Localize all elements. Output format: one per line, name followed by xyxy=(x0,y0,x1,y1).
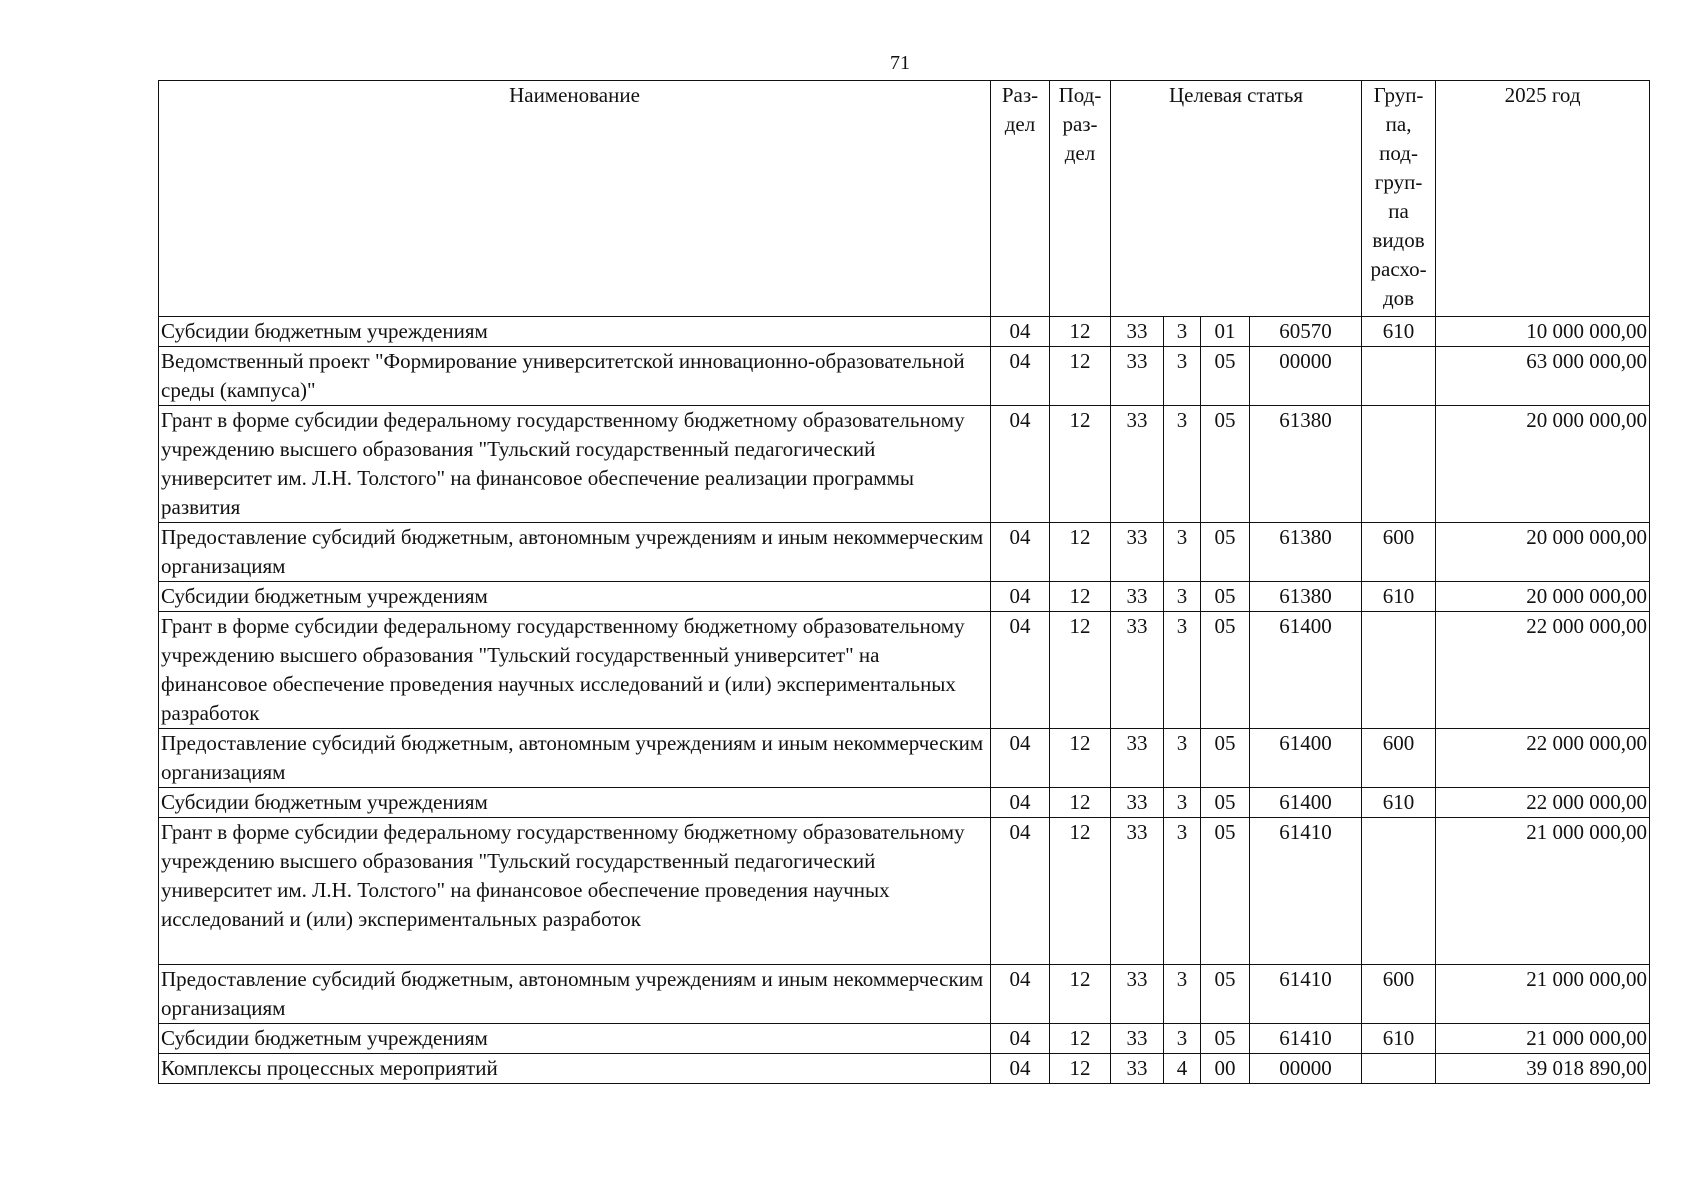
cell-target-type: 3 xyxy=(1164,406,1201,523)
cell-target-direction: 60570 xyxy=(1250,317,1362,347)
cell-target-element: 05 xyxy=(1201,523,1250,582)
cell-name: Предоставление субсидий бюджетным, автономным учреждениям и иным некоммерческим организациям xyxy=(159,729,991,788)
cell-amount: 20 000 000,00 xyxy=(1436,523,1650,582)
cell-name: Ведомственный проект "Формирование университетской инновационно-образовательной среды (кампуса)" xyxy=(159,347,991,406)
cell-target-direction: 00000 xyxy=(1250,347,1362,406)
cell-target-type: 3 xyxy=(1164,523,1201,582)
cell-razdel: 04 xyxy=(991,612,1050,729)
cell-target-direction: 00000 xyxy=(1250,1054,1362,1084)
cell-target-program: 33 xyxy=(1111,317,1164,347)
cell-podrazdel: 12 xyxy=(1050,523,1111,582)
cell-target-program: 33 xyxy=(1111,612,1164,729)
cell-target-program: 33 xyxy=(1111,818,1164,965)
cell-podrazdel: 12 xyxy=(1050,612,1111,729)
cell-target-type: 3 xyxy=(1164,582,1201,612)
cell-podrazdel: 12 xyxy=(1050,347,1111,406)
cell-podrazdel: 12 xyxy=(1050,729,1111,788)
cell-target-program: 33 xyxy=(1111,582,1164,612)
cell-target-direction: 61380 xyxy=(1250,406,1362,523)
cell-target-program: 33 xyxy=(1111,523,1164,582)
cell-target-direction: 61410 xyxy=(1250,1024,1362,1054)
cell-target-type: 3 xyxy=(1164,818,1201,965)
cell-target-type: 3 xyxy=(1164,317,1201,347)
header-razdel: Раз- дел xyxy=(991,81,1050,317)
cell-name: Субсидии бюджетным учреждениям xyxy=(159,788,991,818)
cell-target-type: 3 xyxy=(1164,788,1201,818)
cell-target-program: 33 xyxy=(1111,729,1164,788)
table-row xyxy=(159,1054,1650,1084)
cell-target-element: 05 xyxy=(1201,347,1250,406)
cell-target-direction: 61400 xyxy=(1250,788,1362,818)
cell-target-direction: 61400 xyxy=(1250,729,1362,788)
cell-target-element: 00 xyxy=(1201,1054,1250,1084)
cell-amount: 10 000 000,00 xyxy=(1436,317,1650,347)
cell-podrazdel: 12 xyxy=(1050,317,1111,347)
table-row xyxy=(159,317,1650,347)
cell-amount: 21 000 000,00 xyxy=(1436,965,1650,1024)
cell-razdel: 04 xyxy=(991,965,1050,1024)
cell-target-type: 3 xyxy=(1164,1024,1201,1054)
cell-razdel: 04 xyxy=(991,582,1050,612)
cell-expense-group: 610 xyxy=(1362,788,1436,818)
cell-target-type: 3 xyxy=(1164,612,1201,729)
header-name: Наименование xyxy=(159,81,991,317)
cell-target-direction: 61380 xyxy=(1250,523,1362,582)
cell-expense-group xyxy=(1362,818,1436,965)
cell-razdel: 04 xyxy=(991,523,1050,582)
cell-expense-group: 610 xyxy=(1362,317,1436,347)
cell-podrazdel: 12 xyxy=(1050,788,1111,818)
table-row xyxy=(159,729,1650,788)
cell-target-element: 05 xyxy=(1201,788,1250,818)
table-row xyxy=(159,965,1650,1024)
cell-podrazdel: 12 xyxy=(1050,406,1111,523)
cell-podrazdel: 12 xyxy=(1050,1024,1111,1054)
cell-expense-group xyxy=(1362,347,1436,406)
cell-razdel: 04 xyxy=(991,1024,1050,1054)
cell-expense-group xyxy=(1362,612,1436,729)
cell-razdel: 04 xyxy=(991,347,1050,406)
cell-razdel: 04 xyxy=(991,317,1050,347)
cell-target-type: 4 xyxy=(1164,1054,1201,1084)
table-header-row xyxy=(159,81,1650,317)
cell-target-type: 3 xyxy=(1164,729,1201,788)
cell-amount: 22 000 000,00 xyxy=(1436,788,1650,818)
page-number: 71 xyxy=(890,52,910,74)
cell-target-direction: 61400 xyxy=(1250,612,1362,729)
cell-razdel: 04 xyxy=(991,818,1050,965)
table-row xyxy=(159,582,1650,612)
cell-name: Предоставление субсидий бюджетным, автономным учреждениям и иным некоммерческим организациям xyxy=(159,523,991,582)
cell-expense-group: 600 xyxy=(1362,729,1436,788)
table-row xyxy=(159,818,1650,965)
cell-amount: 20 000 000,00 xyxy=(1436,582,1650,612)
table-row xyxy=(159,523,1650,582)
cell-podrazdel: 12 xyxy=(1050,965,1111,1024)
table-row xyxy=(159,406,1650,523)
cell-amount: 21 000 000,00 xyxy=(1436,818,1650,965)
cell-target-direction: 61410 xyxy=(1250,818,1362,965)
cell-amount: 22 000 000,00 xyxy=(1436,612,1650,729)
header-year: 2025 год xyxy=(1436,81,1650,317)
cell-expense-group xyxy=(1362,406,1436,523)
cell-expense-group: 600 xyxy=(1362,965,1436,1024)
cell-target-type: 3 xyxy=(1164,965,1201,1024)
cell-target-program: 33 xyxy=(1111,1054,1164,1084)
cell-target-type: 3 xyxy=(1164,347,1201,406)
cell-razdel: 04 xyxy=(991,729,1050,788)
cell-target-element: 05 xyxy=(1201,818,1250,965)
cell-expense-group: 600 xyxy=(1362,523,1436,582)
cell-target-program: 33 xyxy=(1111,965,1164,1024)
cell-amount: 21 000 000,00 xyxy=(1436,1024,1650,1054)
cell-amount: 22 000 000,00 xyxy=(1436,729,1650,788)
table-row xyxy=(159,1024,1650,1054)
cell-target-direction: 61410 xyxy=(1250,965,1362,1024)
cell-target-direction: 61380 xyxy=(1250,582,1362,612)
cell-amount: 39 018 890,00 xyxy=(1436,1054,1650,1084)
cell-amount: 63 000 000,00 xyxy=(1436,347,1650,406)
cell-podrazdel: 12 xyxy=(1050,818,1111,965)
cell-razdel: 04 xyxy=(991,406,1050,523)
cell-name: Субсидии бюджетным учреждениям xyxy=(159,317,991,347)
cell-razdel: 04 xyxy=(991,1054,1050,1084)
budget-table xyxy=(158,80,1650,1084)
cell-target-program: 33 xyxy=(1111,788,1164,818)
cell-target-element: 05 xyxy=(1201,1024,1250,1054)
cell-amount: 20 000 000,00 xyxy=(1436,406,1650,523)
cell-name: Комплексы процессных мероприятий xyxy=(159,1054,991,1084)
cell-expense-group: 610 xyxy=(1362,582,1436,612)
cell-target-element: 05 xyxy=(1201,582,1250,612)
header-target-article: Целевая статья xyxy=(1111,81,1362,317)
cell-expense-group xyxy=(1362,1054,1436,1084)
cell-podrazdel: 12 xyxy=(1050,1054,1111,1084)
cell-podrazdel: 12 xyxy=(1050,582,1111,612)
cell-name: Грант в форме субсидии федеральному государственному бюджетному образовательному учреждению высшего образования "Тульский государственный университет" на финансовое обеспечение проведения научных исследований и (или) экспериментальных разработок xyxy=(159,612,991,729)
table-row xyxy=(159,347,1650,406)
cell-name: Грант в форме субсидии федеральному государственному бюджетному образовательному учреждению высшего образования "Тульский государственный педагогический университет им. Л.Н. Толстого" на финансовое обеспечение проведения научных исследований и (или) экспериментальных разработок xyxy=(159,818,991,965)
cell-name: Предоставление субсидий бюджетным, автономным учреждениям и иным некоммерческим организациям xyxy=(159,965,991,1024)
header-podrazdel: Под- раз- дел xyxy=(1050,81,1111,317)
cell-razdel: 04 xyxy=(991,788,1050,818)
table-row xyxy=(159,612,1650,729)
cell-target-program: 33 xyxy=(1111,347,1164,406)
cell-target-element: 05 xyxy=(1201,965,1250,1024)
cell-name: Грант в форме субсидии федеральному государственному бюджетному образовательному учреждению высшего образования "Тульский государственный педагогический университет им. Л.Н. Толстого" на финансовое обеспечение реализации программы развития xyxy=(159,406,991,523)
cell-target-program: 33 xyxy=(1111,406,1164,523)
cell-target-element: 01 xyxy=(1201,317,1250,347)
cell-target-element: 05 xyxy=(1201,729,1250,788)
cell-name: Субсидии бюджетным учреждениям xyxy=(159,582,991,612)
cell-target-program: 33 xyxy=(1111,1024,1164,1054)
cell-name: Субсидии бюджетным учреждениям xyxy=(159,1024,991,1054)
table-body xyxy=(159,317,1650,1084)
header-expense-group: Груп- па, под- груп- па видов расхо- дов xyxy=(1362,81,1436,317)
cell-expense-group: 610 xyxy=(1362,1024,1436,1054)
cell-target-element: 05 xyxy=(1201,612,1250,729)
table-row xyxy=(159,788,1650,818)
cell-target-element: 05 xyxy=(1201,406,1250,523)
